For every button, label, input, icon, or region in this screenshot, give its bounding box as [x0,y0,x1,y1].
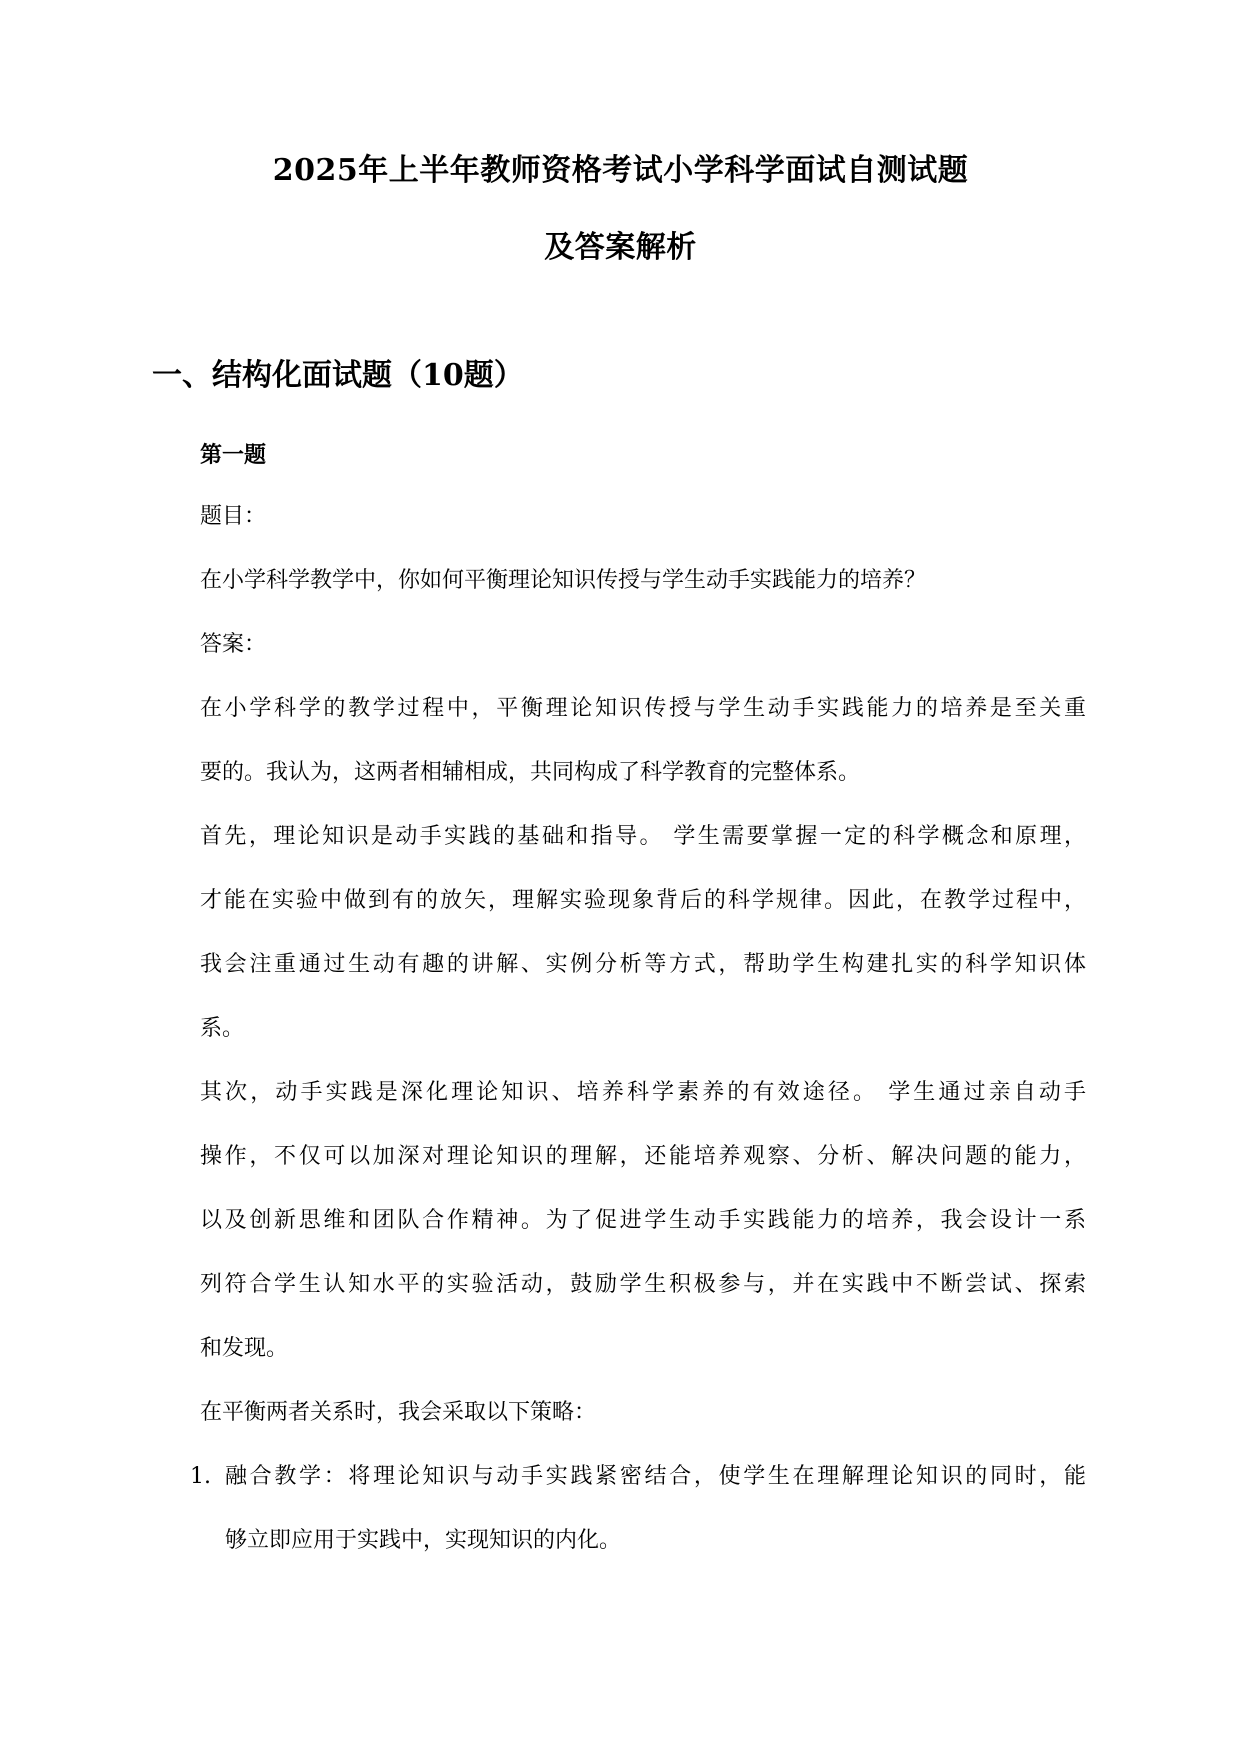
list-item-line: 融合教学：将理论知识与动手实践紧密结合，使学生在理解理论知识的同时，能 [225,1464,1086,1489]
answer-paragraph-line: 系。 [200,1016,245,1041]
document-title-line-2: 及答案解析 [544,230,697,265]
answer-label: 答案： [200,632,267,657]
answer-paragraph-line: 我会注重通过生动有趣的讲解、实例分析等方式，帮助学生构建扎实的科学知识体 [200,952,1086,977]
section-heading: 一、结构化面试题（10题） [152,358,524,393]
answer-paragraph-line: 在小学科学的教学过程中，平衡理论知识传授与学生动手实践能力的培养是至关重 [200,696,1086,721]
answer-paragraph-line: 操作，不仅可以加深对理论知识的理解，还能培养观察、分析、解决问题的能力， [200,1144,1086,1169]
answer-paragraph-line: 要的。我认为，这两者相辅相成，共同构成了科学教育的完整体系。 [200,760,861,785]
document-title-line-1: 2025年上半年教师资格考试小学科学面试自测试题 [272,153,969,188]
answer-paragraph-line: 在平衡两者关系时，我会采取以下策略： [200,1400,597,1425]
answer-paragraph-line: 和发现。 [200,1336,289,1361]
list-item-line: 够立即应用于实践中，实现知识的内化。 [225,1528,622,1553]
answer-paragraph-line: 以及创新思维和团队合作精神。为了促进学生动手实践能力的培养，我会设计一系 [200,1208,1086,1233]
answer-paragraph-line: 列符合学生认知水平的实验活动，鼓励学生积极参与，并在实践中不断尝试、探索 [200,1272,1086,1297]
answer-paragraph-line: 其次，动手实践是深化理论知识、培养科学素养的有效途径。 学生通过亲自动手 [200,1080,1086,1105]
answer-paragraph-line: 才能在实验中做到有的放矢，理解实验现象背后的科学规律。因此，在教学过程中， [200,888,1086,913]
prompt-label: 题目： [200,504,267,529]
list-item-number: 1. [190,1464,211,1489]
question-heading: 第一题 [200,442,267,468]
question-prompt: 在小学科学教学中，你如何平衡理论知识传授与学生动手实践能力的培养？ [200,568,927,593]
answer-paragraph-line: 首先，理论知识是动手实践的基础和指导。 学生需要掌握一定的科学概念和原理， [200,824,1086,849]
